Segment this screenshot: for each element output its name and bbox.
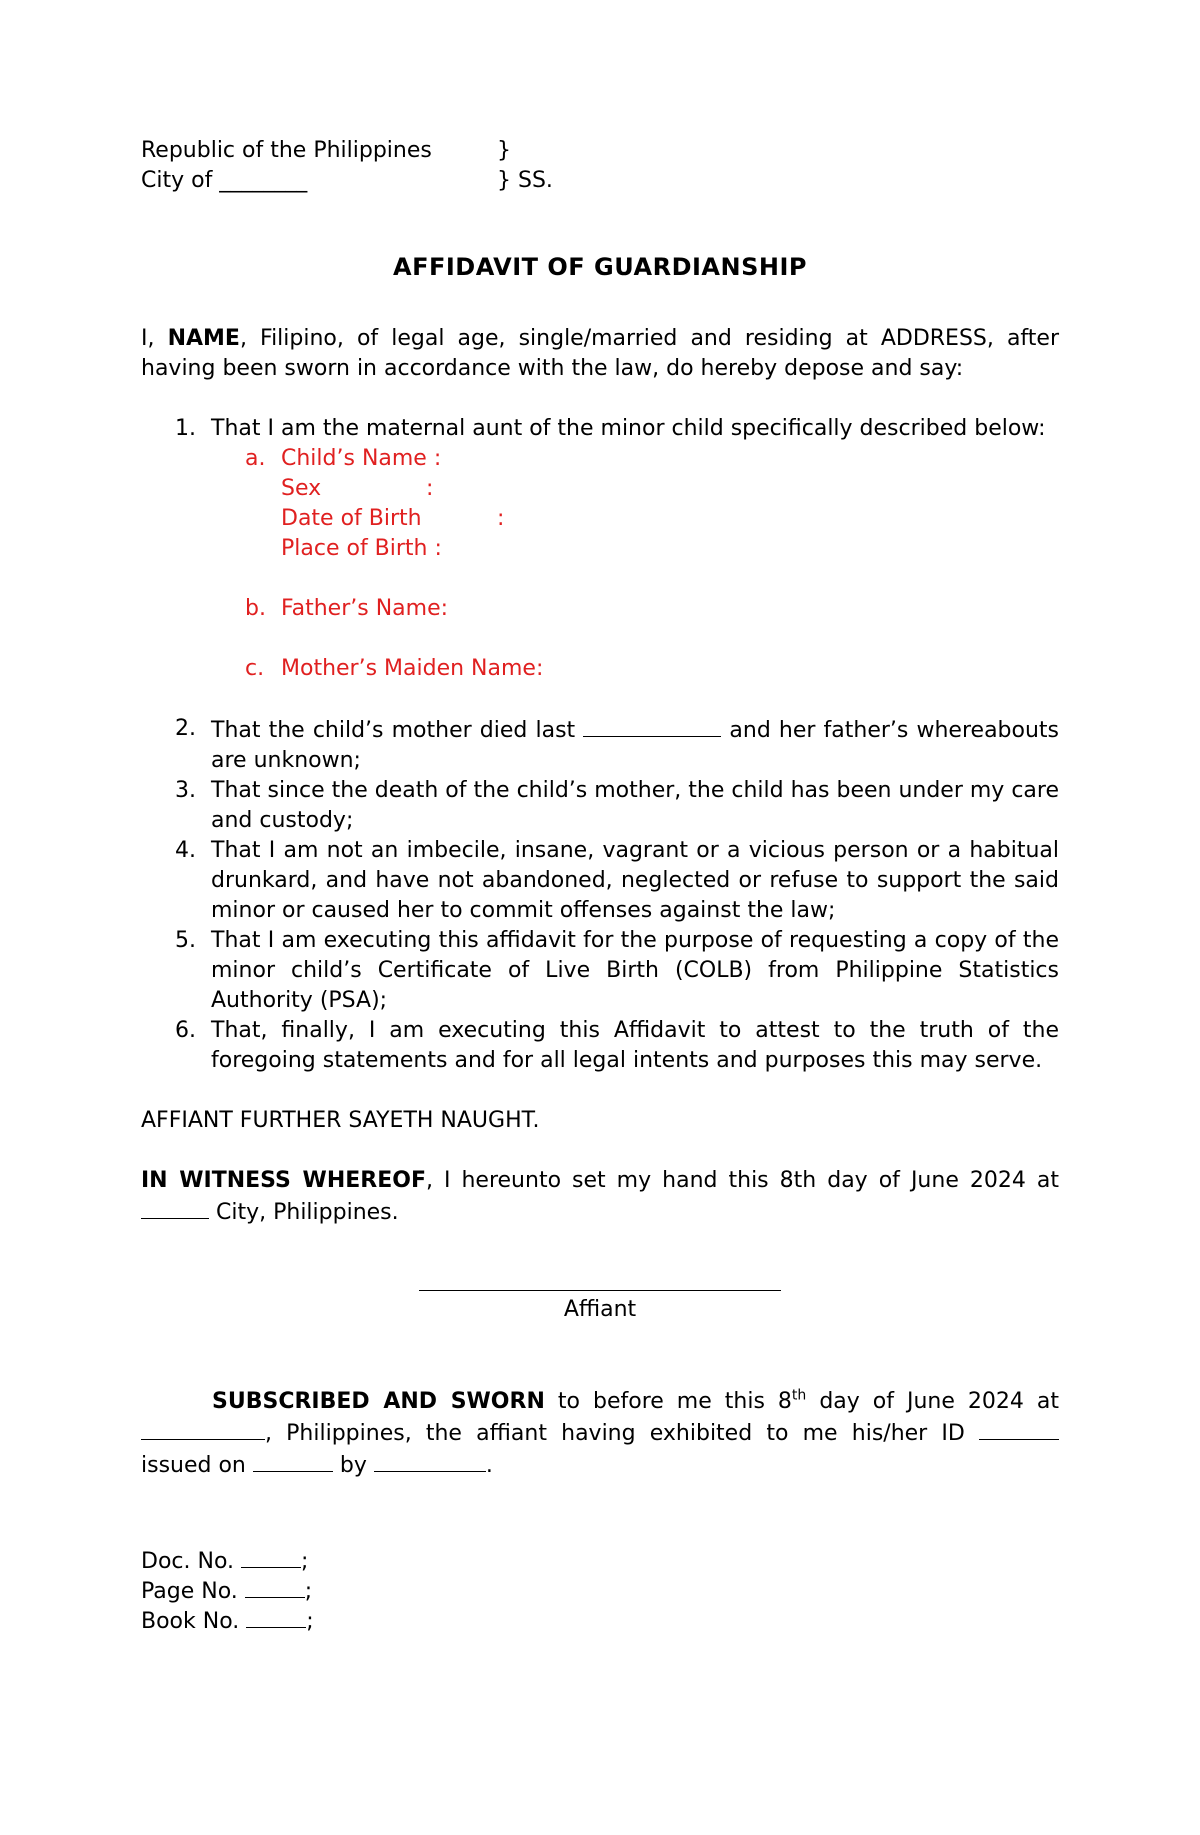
jurat-superscript: th <box>791 1387 807 1404</box>
statement-text: That I am executing this affidavit for the purpose of requesting a copy of the minor child’s Certificate of Live Birth (COLB) from Philippine Statistics Authority (PSA); <box>211 928 1059 1013</box>
statement-number: 5. <box>175 928 196 953</box>
item-letter-a: a. <box>245 446 266 471</box>
doc-no-suffix: ; <box>301 1549 309 1574</box>
statement-text: That I am not an imbecile, insane, vagrant or a vicious person or a habitual drunkard, and have not abandoned, neglected or refuse to support the said minor or caused her to commit offenses against the law; <box>211 838 1059 923</box>
statement-3 <box>141 776 1059 836</box>
page-no-label: Page No. <box>141 1579 238 1604</box>
child-info-b <box>211 594 1059 624</box>
child-dob-row <box>211 504 1059 534</box>
jurat-text-b: day of June 2024 at <box>819 1389 1060 1414</box>
child-sex-row <box>211 474 1059 504</box>
caption-line-1 <box>141 136 511 166</box>
caption-city: City of ________ <box>141 168 308 193</box>
document-title: AFFIDAVIT OF GUARDIANSHIP <box>393 253 807 281</box>
book-no-suffix: ; <box>306 1609 314 1634</box>
affiant-name: NAME <box>167 326 240 351</box>
witness-text-a: , I hereunto set my hand this 8th day of June 2024 at <box>425 1168 1059 1193</box>
caption-line-2 <box>141 166 553 196</box>
book-no-blank <box>246 1605 306 1628</box>
further-sayeth: AFFIANT FURTHER SAYETH NAUGHT. <box>141 1108 540 1133</box>
child-name-label: Child’s Name : <box>281 446 442 471</box>
statements-list <box>141 414 1059 444</box>
statement-4 <box>141 836 1059 926</box>
intro-prefix: I, <box>141 326 168 351</box>
book-no-label: Book No. <box>141 1609 240 1634</box>
statement-number: 2. <box>175 716 196 741</box>
affiant-signature-block <box>141 1290 1059 1325</box>
statement-text: That, finally, I am executing this Affidavit to attest to the truth of the foregoing statements and for all legal intents and purposes this may serve. <box>211 1018 1059 1073</box>
doc-no-label: Doc. No. <box>141 1549 235 1574</box>
child-details <box>141 444 1059 684</box>
intro-text: , Filipino, of legal age, single/married and residing at ADDRESS, after having been sworn in accordance with the law, do hereby depose and say: <box>141 326 1060 381</box>
item-letter-b: b. <box>245 596 266 621</box>
child-sex-colon: : <box>426 476 434 501</box>
page-no-blank <box>245 1575 305 1598</box>
child-dob-label: Date of Birth <box>281 506 422 531</box>
statement-text: That I am the maternal aunt of the minor child specifically described below: <box>211 416 1046 441</box>
affidavit-document <box>141 136 1059 1635</box>
statement-number: 4. <box>175 838 196 863</box>
page-no-row <box>141 1575 1059 1605</box>
jurat-heading: SUBSCRIBED AND SWORN <box>212 1389 545 1414</box>
statements-list-continued <box>141 714 1059 1076</box>
notarial-register <box>141 1545 1059 1635</box>
witness-paragraph <box>141 1166 1059 1228</box>
issued-on-blank <box>253 1449 333 1472</box>
page-no-suffix: ; <box>304 1579 313 1604</box>
venue-caption <box>141 136 1059 196</box>
statement-text-b: and her father’s whereabouts are unknown; <box>211 718 1060 773</box>
father-name-label: Father’s Name: <box>281 596 449 621</box>
jurat-text-f: . <box>485 1453 493 1478</box>
witness-heading: IN WITNESS WHEREOF <box>141 1168 426 1193</box>
jurat-text-d: issued on <box>141 1453 246 1478</box>
intro-paragraph <box>141 324 1059 384</box>
statement-1 <box>141 414 1059 444</box>
book-no-row <box>141 1605 1059 1635</box>
witness-text-b: City, Philippines. <box>216 1200 399 1225</box>
child-info-a <box>211 444 1059 474</box>
child-pob-row <box>211 534 1059 564</box>
caption-republic: Republic of the Philippines <box>141 138 432 163</box>
city-blank <box>141 1196 209 1219</box>
jurat-paragraph <box>141 1387 1059 1481</box>
child-pob-label: Place of Birth : <box>281 536 442 561</box>
statement-text-a: That the child’s mother died last <box>211 718 576 743</box>
id-blank <box>979 1417 1059 1440</box>
doc-no-blank <box>241 1545 301 1568</box>
caption-brace-1: } <box>497 138 511 163</box>
doc-no-row <box>141 1545 1059 1575</box>
statement-number: 3. <box>175 778 196 803</box>
statement-2 <box>141 714 1059 776</box>
statement-text: That since the death of the child’s mother, the child has been under my care and custody; <box>211 778 1059 833</box>
jurat-text-c: , Philippines, the affiant having exhibited to me his/her ID <box>265 1421 965 1446</box>
jurat-text-a: to before me this 8 <box>557 1389 792 1414</box>
statement-6 <box>141 1016 1059 1076</box>
mother-name-label: Mother’s Maiden Name: <box>281 656 544 681</box>
affiant-label: Affiant <box>563 1297 637 1322</box>
caption-brace-ss: } SS. <box>497 168 553 193</box>
child-info-c <box>211 654 1059 684</box>
statement-number: 1. <box>175 416 196 441</box>
jurat-text-e: by <box>339 1453 367 1478</box>
child-dob-colon: : <box>497 506 505 531</box>
child-sex-label: Sex <box>281 476 322 501</box>
issued-by-blank <box>374 1449 486 1472</box>
statement-number: 6. <box>175 1018 196 1043</box>
date-blank <box>583 714 721 737</box>
statement-5 <box>141 926 1059 1016</box>
place-blank <box>141 1417 265 1440</box>
item-letter-c: c. <box>245 656 265 681</box>
